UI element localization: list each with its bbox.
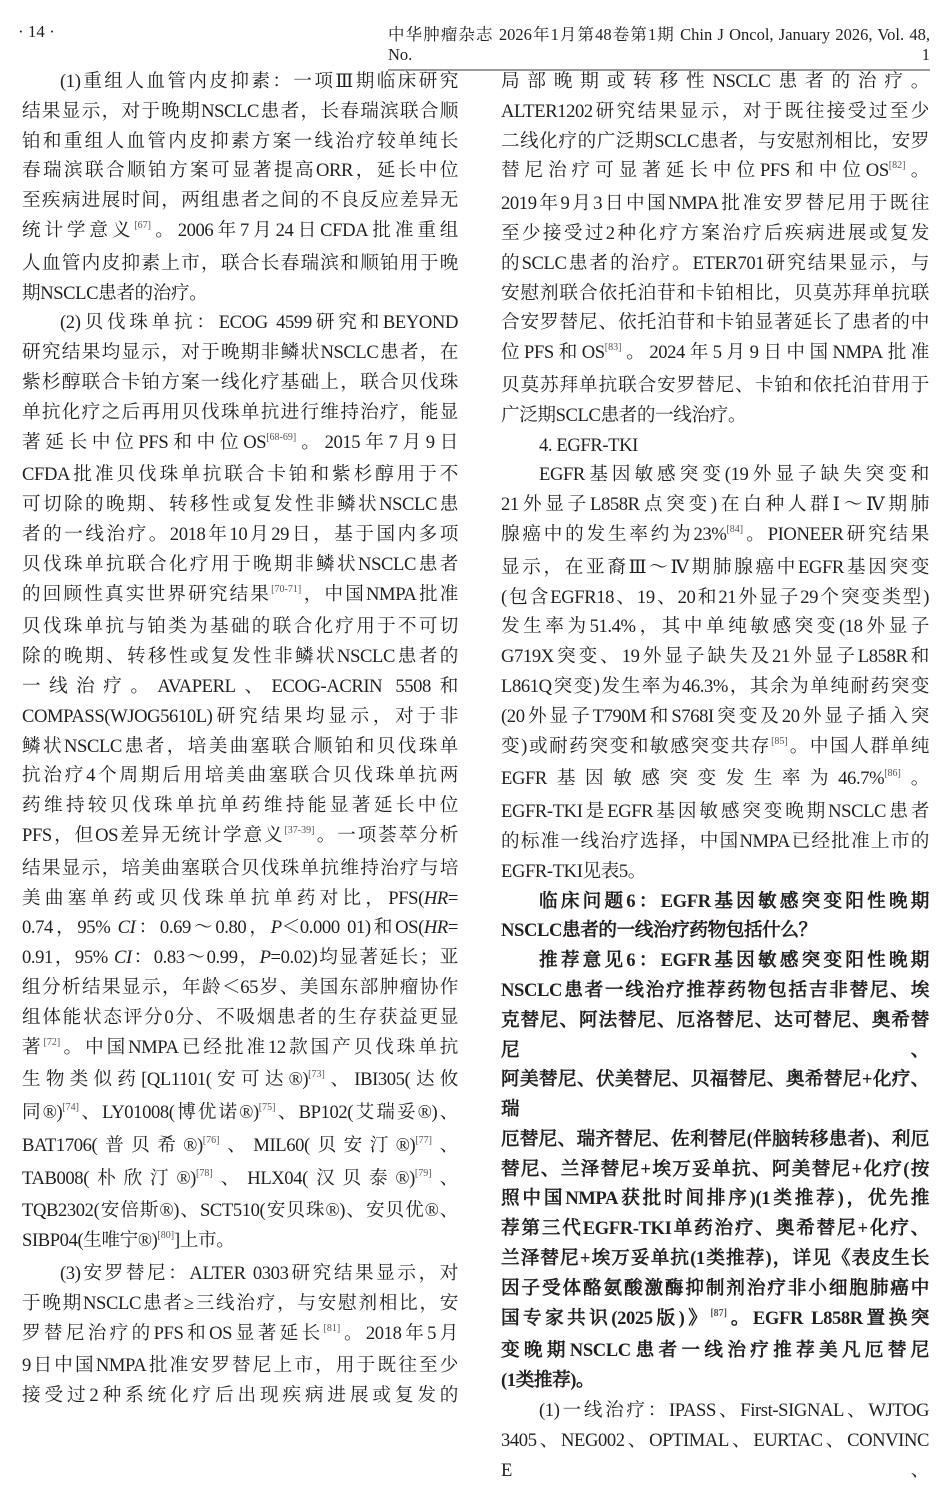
text-line [22,1131,458,1164]
text-segment: 合安罗替尼、依托泊苷和卡铂显著延长了患者的中 [501,312,929,334]
text-segment: 铂和重组人血管内皮抑素方案一线治疗较单纯长 [22,130,458,152]
text-segment: 。中国人群单纯 [787,735,930,757]
text-segment: 。2024年5月9日中国NMPA批准 [621,342,930,364]
text-segment: 腺癌中的发生率约为23% [501,523,727,545]
text-line [22,761,458,791]
text-segment: 期NSCLC患者的治疗。 [22,282,208,304]
text-line [22,1196,458,1226]
text-segment: 。 [905,160,929,182]
text-segment: = [447,917,458,939]
text-segment: EGFR基因敏感突变(19外显子缺失突变和 [539,464,929,486]
paragraph [501,460,929,886]
text-line [22,580,458,613]
text-segment: 至疾病进展时间，两组患者之间的不良反应差异无 [22,190,458,212]
text-segment: NSCLC患者一线治疗推荐药物包括吉非替尼、埃 [501,979,929,1001]
text-segment: 、 [431,1134,458,1156]
text-line [501,219,929,249]
text-segment: 。EGFR L858R置换突 [727,1307,929,1329]
citation-superscript: [87] [710,1307,727,1319]
text-segment: = [447,887,458,909]
citation-superscript: [79] [414,1167,432,1179]
italic-symbol: HR [423,887,448,909]
text-line [501,702,929,732]
text-line [501,612,929,642]
text-line [22,791,458,821]
text-segment: 、IBI305(达攸 [324,1069,458,1091]
citation-superscript: [73] [308,1069,325,1081]
citation-superscript: [85] [771,735,788,747]
text-segment: TAB008(朴欣汀®) [22,1167,196,1189]
text-line [22,1033,458,1066]
text-line [22,67,458,97]
text-segment: 0.74，95% [22,917,118,939]
text-segment: 克替尼、阿法替尼、厄洛替尼、达可替尼、奥希替尼、 [501,1009,929,1061]
text-line [22,338,458,368]
bold-paragraph [501,887,929,947]
text-segment: EGFR基因敏感突变发生率为46.7% [501,768,885,790]
citation-superscript: [76] [202,1134,220,1146]
text-line [501,490,929,520]
text-line [501,1184,929,1214]
text-line [22,913,458,943]
text-segment: 二线化疗的广泛期SCLC患者，与安慰剂相比，安罗 [501,130,929,152]
text-segment: ：0.69～0.80， [135,917,271,939]
text-line [501,732,929,765]
text-segment: 、MIL60(贝安汀®) [219,1134,416,1156]
text-line [501,1244,929,1274]
text-segment: 药维持较贝伐珠单抗单药维持能显著延长中位 [22,795,458,817]
citation-superscript: [82] [888,160,906,172]
text-line [501,460,929,490]
text-line [501,189,929,219]
text-segment: 、LY01008(博优诺®) [78,1102,259,1124]
text-line [501,520,929,553]
text-line [22,186,458,216]
text-segment: 人血管内皮抑素上市，联合长春瑞滨和顺铂用于晚 [22,252,458,274]
text-line [501,1366,929,1396]
text-line [22,368,458,398]
text-line [501,553,929,583]
text-segment: 的SCLC患者的治疗。ETER701研究结果显示，与 [501,252,929,274]
text-segment: 变晚期NSCLC患者一线治疗推荐美凡厄替尼 [501,1340,929,1362]
italic-symbol: P [259,947,271,969]
text-line [22,460,458,490]
text-segment: NSCLC患者的一线治疗药物包括什么？ [501,920,817,942]
text-segment: 安慰剂联合依托泊苷和卡铂相比，贝莫苏拜单抗联 [501,282,929,304]
text-line [501,308,929,338]
text-segment: 。中国NMPA已经批准12款国产贝伐珠单抗 [60,1036,458,1058]
text-segment: 者的一线治疗。2018年10月29日，基于国内多项 [22,523,458,545]
text-segment: 9日中国NMPA批准安罗替尼上市，用于既往至少 [22,1355,458,1377]
text-segment: 荐第三代EGFR-TKI单药治疗、奥希替尼+化疗、 [501,1218,929,1240]
text-segment: 贝莫苏拜单抗联合安罗替尼、卡铂和依托泊苷用于 [501,374,929,396]
text-line [22,943,458,973]
text-segment: EGFR-TKI见表5。 [501,860,646,882]
text-segment: 研究结果均显示，对于晚期非鳞状NSCLC患者，在 [22,342,458,364]
citation-superscript: [80] [157,1230,175,1242]
text-line [22,1259,458,1289]
text-line [22,884,458,914]
text-segment: 的回顾性真实世界研究结果 [22,583,272,605]
text-line [22,398,458,428]
text-segment: 。一项荟萃分析 [314,824,459,846]
text-segment: 、BP102(艾瑞妥®)、 [275,1102,458,1124]
text-line [501,1274,929,1304]
text-line [501,1125,929,1155]
text-segment: ：0.83～0.99， [131,947,260,969]
text-segment: (1)一线治疗：IPASS、First-SIGNAL、WJTOG [539,1400,929,1422]
text-line [22,216,458,249]
text-line [501,764,929,797]
text-line [22,520,458,550]
text-line [501,67,929,97]
text-segment: 同®) [22,1102,63,1124]
citation-superscript: [74] [62,1102,79,1114]
text-segment: 可切除的晚期、转移性或复发性非鳞状NSCLC患 [22,494,458,516]
text-segment: 贝伐珠单抗联合化疗用于晚期非鳞状NSCLC患者 [22,553,458,575]
text-line [501,279,929,309]
text-line [22,1003,458,1033]
text-line [22,279,458,309]
text-segment: 除的晚期、转移性或复发性非鳞状NSCLC患者的 [22,646,458,668]
paragraph [501,67,929,431]
text-line [501,127,929,157]
text-segment: (20外显子T790M和S768I突变及20外显子插入突 [501,705,929,727]
text-line [501,827,929,857]
text-segment: 鳞状NSCLC患者，培美曲塞联合顺铂和贝伐珠单 [22,735,458,757]
text-segment: 至少接受过2种化疗方案治疗后疾病进展或复发 [501,222,929,244]
text-line [22,642,458,672]
text-segment: 变)或耐药突变和敏感突变共存 [501,735,772,757]
text-segment: 美曲塞单药或贝伐珠单抗单药对比，PFS( [22,887,424,909]
text-line [22,428,458,461]
text-segment: 。2018年5月 [340,1322,458,1344]
text-segment: =0.02)均显著延长；亚 [270,947,458,969]
text-segment: 3405、NEG002、OPTIMAL、EURTAC、CONVINCE、 [501,1429,929,1481]
text-line [501,338,929,371]
text-segment: 21外显子L858R点突变)在白种人群Ⅰ～Ⅳ期肺 [501,494,929,516]
text-segment: 结果显示，对于晚期NSCLC患者，长春瑞滨联合顺 [22,100,458,122]
text-segment: ，中国NMPA批准 [301,583,458,605]
text-line [501,401,929,431]
running-head: 中华肿瘤杂志 2026年1月第48卷第1期 Chin J Oncol, January 2026, Vol. 48, No. 1 [388,21,930,71]
text-segment: 4. EGFR-TKI [539,434,638,456]
text-segment: (包含EGFR18、19、20和21外显子29个突变类型) [501,586,929,608]
text-line [501,887,929,917]
text-segment: 一线治疗。AVAPERL、ECOG-ACRIN 5508和 [22,675,458,697]
text-line [22,127,458,157]
text-line [501,1155,929,1185]
text-segment: 著延长中位PFS和中位OS [22,431,267,453]
citation-superscript: [78] [195,1167,213,1179]
text-line [501,1396,929,1426]
text-line [501,1304,929,1337]
citation-superscript: [68-69] [266,431,297,443]
text-segment: 广泛期SCLC患者的一线治疗。 [501,404,747,426]
text-segment: 照中国NMPA获批时间排序)(1类推荐)，优先推 [501,1188,929,1210]
page-number: · 14 · [18,22,55,41]
text-line [501,156,929,189]
citation-superscript: [84] [726,523,744,535]
text-line [501,431,929,461]
text-line [22,973,458,1003]
text-line [22,702,458,732]
text-segment: 推荐意见6：EGFR基因敏感突变阳性晚期 [539,950,929,972]
text-segment: 于晚期NSCLC患者≥三线治疗，与安慰剂相比，安 [22,1292,458,1314]
text-segment: 、 [431,1167,458,1189]
text-segment: (1类推荐)。 [501,1370,595,1392]
text-segment: 组分析结果显示，年龄＜65岁、美国东部肿瘤协作 [22,976,458,998]
citation-superscript: [75] [258,1102,276,1114]
text-line [501,583,929,613]
text-line [501,1065,929,1125]
text-line [501,916,929,946]
text-segment: 组体能状态评分0分、不吸烟患者的生存获益更显 [22,1006,458,1028]
text-segment: 著 [22,1036,44,1058]
text-segment: 显示，在亚裔Ⅲ～Ⅳ期肺腺癌中EGFR基因突变 [501,556,929,578]
text-line [22,821,458,854]
text-line [501,1006,929,1066]
text-segment: 统计学意义 [22,219,135,241]
text-line [22,1289,458,1319]
text-segment: 春瑞滨联合顺铂方案可显著提高ORR，延长中位 [22,160,458,182]
italic-symbol: CI [117,917,136,939]
right-column [501,67,929,1485]
text-segment: 的标准一线治疗选择，中国NMPA已经批准上市的 [501,830,929,852]
text-segment: 替尼、兰泽替尼+埃万妥单抗、阿美替尼+化疗(按 [501,1158,929,1180]
text-line [501,1426,929,1485]
text-segment: ]上市。 [174,1230,235,1252]
text-segment: 结果显示，培美曲塞联合贝伐珠单抗维持治疗与培 [22,857,458,879]
citation-superscript: [70-71] [271,583,302,595]
text-line [501,97,929,127]
citation-superscript: [86] [884,768,901,780]
text-line [22,156,458,186]
text-segment: 、HLX04(汉贝泰®) [212,1167,415,1189]
left-column [22,67,458,1411]
italic-symbol: P [270,917,282,939]
text-line [501,976,929,1006]
text-segment: 厄替尼、瑞齐替尼、佐利替尼(伴脑转移患者)、利厄 [501,1128,929,1150]
text-line [501,371,929,401]
text-segment: 。PIONEER研究结果 [743,523,929,545]
bold-paragraph [501,946,929,1396]
text-line [22,490,458,520]
text-line [22,1351,458,1381]
citation-superscript: [72] [43,1036,61,1048]
text-segment: PFS，但OS差异无统计学意义 [22,824,285,846]
text-segment: 2019年9月3日中国NMPA批准安罗替尼用于既往 [501,193,929,215]
text-segment: 0.91，95% [22,947,114,969]
text-line [22,1226,458,1259]
text-segment: ALTER1202研究结果显示，对于既往接受过至少 [501,100,929,122]
text-segment: (1)重组人血管内皮抑素：一项Ⅲ期临床研究 [60,71,458,92]
text-segment: G719X突变、19外显子缺失及21外显子L858R和 [501,646,929,668]
text-segment: 国专家共识(2025版)》 [501,1307,711,1329]
text-line [501,797,929,827]
text-segment: 兰泽替尼+埃万妥单抗(1类推荐)，详见《表皮生长 [501,1248,929,1270]
paragraph [501,1396,929,1485]
text-line [22,732,458,762]
text-segment: 紫杉醇联合卡铂方案一线化疗基础上，联合贝伐珠 [22,371,458,393]
text-line [22,1065,458,1098]
text-line [501,642,929,672]
text-line [22,308,458,338]
text-segment: 抗治疗4个周期后用培美曲塞联合贝伐珠单抗两 [22,765,458,787]
text-line [501,672,929,702]
paragraph [22,308,458,1259]
text-line [22,672,458,702]
text-segment: 。2006年7月24日CFDA批准重组 [150,219,458,241]
text-segment: 位PFS和OS [501,342,605,364]
citation-superscript: [37-39] [284,824,315,836]
text-segment: CFDA批准贝伐珠单抗联合卡铂和紫杉醇用于不 [22,464,458,486]
text-line [501,1336,929,1366]
text-segment: 罗替尼治疗的PFS和OS显著延长 [22,1322,324,1344]
text-line [22,612,458,642]
text-line [22,854,458,884]
text-segment: 临床问题6：EGFR基因敏感突变阳性晚期 [539,890,929,912]
text-segment: 替尼治疗可显著延长中位PFS和中位OS [501,160,889,182]
text-line [22,550,458,580]
citation-superscript: [83] [604,342,622,354]
text-segment: (2)贝伐珠单抗：ECOG 4599研究和BEYOND [60,312,458,334]
text-segment: 局部晚期或转移性NSCLC患者的治疗。 [501,71,929,92]
text-segment: TQB2302(安倍斯®)、SCT510(安贝珠®)、安贝优®、 [22,1200,458,1222]
text-line [501,249,929,279]
text-line [22,1319,458,1352]
text-segment: COMPASS(WJOG5610L)研究结果均显示，对于非 [22,705,458,727]
italic-symbol: HR [423,917,448,939]
italic-symbol: CI [113,947,132,969]
text-line [501,946,929,976]
paragraph [501,431,929,461]
paragraph [22,1259,458,1411]
text-segment: (3)安罗替尼：ALTER 0303研究结果显示，对 [60,1263,458,1285]
text-line [22,1164,458,1197]
text-segment: L861Q突变)发生率为46.3%，其余为单纯耐药突变 [501,675,929,697]
text-segment: SIBP04(生唯宁®) [22,1230,158,1252]
text-segment: 生物类似药[QL1101(安可达®) [22,1069,309,1091]
text-segment: BAT1706(普贝希®) [22,1134,203,1156]
text-segment: 接受过2种系统化疗后出现疾病进展或复发的 [22,1385,458,1407]
text-line [501,1214,929,1244]
text-line [22,97,458,127]
citation-superscript: [81] [323,1322,341,1334]
text-line [501,857,929,887]
text-segment: 阿美替尼、伏美替尼、贝福替尼、奥希替尼+化疗、瑞 [501,1069,929,1121]
text-segment: 贝伐珠单抗与铂类为基础的联合化疗用于不可切 [22,616,458,638]
text-segment: 单抗化疗之后再用贝伐珠单抗进行维持治疗，能显 [22,401,458,423]
citation-superscript: [77] [415,1134,432,1146]
text-segment: 。2015年7月9日 [296,431,458,453]
citation-superscript: [67] [134,219,151,231]
text-line [22,249,458,279]
text-segment: 。 [900,768,929,790]
text-segment: 因子受体酪氨酸激酶抑制剂治疗非小细胞肺癌中 [501,1277,929,1299]
text-line [22,1098,458,1131]
text-line [22,1381,458,1411]
paragraph [22,67,458,308]
text-segment: 发生率为51.4%，其中单纯敏感突变(18外显子 [501,616,929,638]
text-segment: EGFR-TKI是EGFR基因敏感突变晚期NSCLC患者 [501,801,929,823]
text-segment: ＜0.000 01)和OS( [281,917,424,939]
